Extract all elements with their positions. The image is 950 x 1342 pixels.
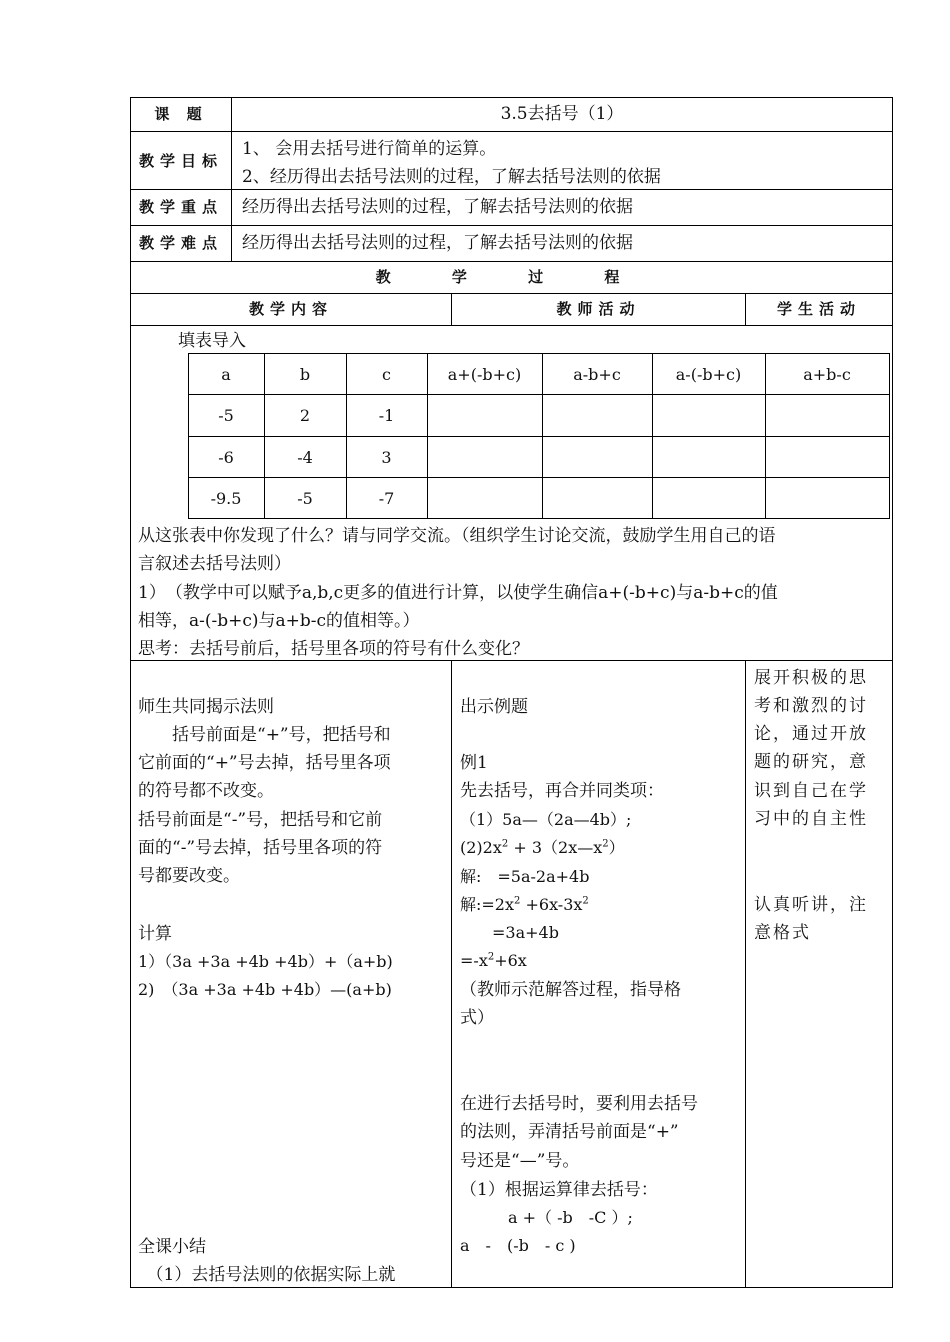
table-cell: -5 — [297, 489, 313, 508]
col-header-content: 教学内容 — [248, 300, 333, 318]
teacher-text: 解:=2x — [460, 895, 515, 914]
content-line: 的符号都不改变。 — [138, 781, 274, 801]
content-line: 全课小结 — [138, 1237, 206, 1257]
student-line: 题的研究，意 — [754, 752, 868, 772]
table-header-expr-4: a+b-c — [803, 365, 851, 384]
grid-line — [130, 225, 893, 226]
grid-line — [451, 660, 452, 1288]
col-header-teacher: 教师活动 — [556, 300, 641, 318]
table-border-top — [130, 97, 893, 98]
topic-value: 3.5去括号（1） — [500, 104, 624, 124]
process-title: 教 学 过 程 — [375, 268, 648, 286]
intro-title: 填表导入 — [178, 331, 246, 351]
teacher-text: +6x-3x — [520, 895, 583, 914]
teacher-line: 的法则，弄清括号前面是“+” — [460, 1122, 679, 1142]
goal-item-2: 2、经历得出去括号法则的过程，了解去括号法则的依据 — [242, 167, 661, 187]
teacher-text: =-x — [460, 951, 488, 970]
table-header-expr-1: a+(-b+c) — [447, 365, 522, 384]
table-header-expr-3: a-(-b+c) — [675, 365, 742, 384]
difficulty-value: 经历得出去括号法则的过程，了解去括号法则的依据 — [242, 233, 633, 253]
content-line: 面的“-”号去掉，括号里各项的符 — [138, 838, 383, 858]
teacher-line: a +（ -b -C ）; — [460, 1208, 633, 1227]
content-line: （1）去括号法则的依据实际上就 — [138, 1265, 396, 1285]
teacher-line: a - (-b - c ) — [460, 1236, 576, 1255]
teacher-line: 例1 — [460, 753, 488, 773]
content-line: 2) （3a +3a +4b +4b）—(a+b) — [138, 980, 392, 999]
table-cell: -5 — [218, 406, 234, 425]
content-line: 它前面的“+”号去掉，括号里各项 — [138, 753, 391, 773]
teacher-line: 解: =5a-2a+4b — [460, 867, 590, 886]
table-border-right — [892, 97, 893, 1288]
intro-paragraph: 相等，a-(-b+c)与a+b-c的值相等。） — [138, 611, 420, 631]
table-header-c: c — [382, 365, 391, 384]
key-label: 教学重点 — [138, 198, 223, 216]
student-line: 习中的自主性 — [754, 809, 868, 829]
superscript: 2 — [487, 951, 495, 963]
intro-paragraph: 从这张表中你发现了什么？请与同学交流。（组织学生讨论交流，鼓励学生用自己的语 — [138, 526, 776, 546]
table-cell: 2 — [299, 406, 311, 425]
teacher-text: (2)2x — [460, 838, 502, 857]
table-cell: 3 — [381, 448, 392, 467]
topic-label: 课 题 — [154, 105, 208, 123]
table-cell: -4 — [297, 448, 313, 467]
teacher-text: +6x — [494, 951, 527, 970]
grid-line — [130, 293, 893, 294]
superscript: 2 — [514, 895, 521, 907]
student-line: 考和激烈的讨 — [754, 696, 868, 716]
superscript: 2 — [582, 895, 589, 907]
grid-line — [130, 261, 893, 262]
teacher-line: 号还是“—”号。 — [460, 1151, 580, 1171]
difficulty-label: 教学难点 — [138, 234, 223, 252]
grid-line — [188, 436, 890, 437]
teacher-line — [460, 834, 625, 862]
intro-paragraph: 1） （教学中可以赋予a,b,c更多的值进行计算，以使学生确信a+(-b+c)与a-b+c的值 — [138, 583, 778, 603]
table-header-expr-2: a-b+c — [573, 365, 621, 384]
teacher-line: 在进行去括号时，要利用去括号 — [460, 1094, 698, 1114]
goal-item-1: 1、 会用去括号进行简单的运算。 — [242, 139, 497, 159]
table-cell: -1 — [378, 406, 395, 425]
teacher-line — [460, 947, 527, 975]
content-line: 括号前面是“+”号，把括号和 — [138, 725, 391, 745]
teacher-line: 式） — [460, 1008, 494, 1028]
student-line: 认真听讲，注 — [754, 895, 868, 915]
content-line: 师生共同揭示法则 — [138, 697, 274, 717]
teacher-line: （1）5a—（2a—4b）; — [460, 810, 632, 829]
grid-line — [889, 353, 890, 519]
teacher-text: + 3（2x—x — [508, 838, 603, 857]
col-header-student: 学生活动 — [776, 300, 861, 318]
table-cell: -7 — [378, 489, 395, 508]
content-line: 号都要改变。 — [138, 866, 240, 886]
intro-paragraph: 思考：去括号前后，括号里各项的符号有什么变化？ — [138, 639, 529, 659]
superscript: 2 — [602, 838, 609, 850]
table-cell: -9.5 — [210, 489, 242, 508]
key-value: 经历得出去括号法则的过程，了解去括号法则的依据 — [242, 197, 633, 217]
teacher-line: （教师示范解答过程，指导格 — [460, 980, 681, 1000]
content-line: 括号前面是“-”号，把括号和它前 — [138, 810, 383, 830]
teacher-line — [460, 891, 589, 919]
teacher-line: =3a+4b — [460, 923, 559, 942]
intro-paragraph: 言叙述去括号法则） — [138, 554, 291, 574]
teacher-line: 出示例题 — [460, 697, 528, 717]
content-line: 1）（3a +3a +4b +4b）+（a+b) — [138, 952, 393, 971]
grid-line — [130, 325, 893, 326]
student-line: 意格式 — [754, 923, 811, 943]
teacher-text: ） — [608, 838, 625, 857]
superscript: 2 — [501, 838, 509, 850]
teacher-line: （1）根据运算律去括号： — [460, 1180, 658, 1200]
grid-line — [745, 660, 746, 1288]
table-header-b: b — [299, 365, 311, 384]
table-header-a: a — [221, 365, 231, 384]
grid-line — [130, 131, 893, 132]
student-line: 展开积极的思 — [754, 668, 868, 688]
goals-label: 教学目标 — [138, 152, 223, 170]
student-line: 论，通过开放 — [754, 724, 868, 744]
table-cell: -6 — [218, 448, 234, 467]
grid-line — [188, 353, 890, 354]
content-line: 计算 — [138, 924, 172, 944]
teacher-line: 先去括号，再合并同类项： — [460, 781, 664, 801]
student-line: 识到自己在学 — [754, 781, 868, 801]
